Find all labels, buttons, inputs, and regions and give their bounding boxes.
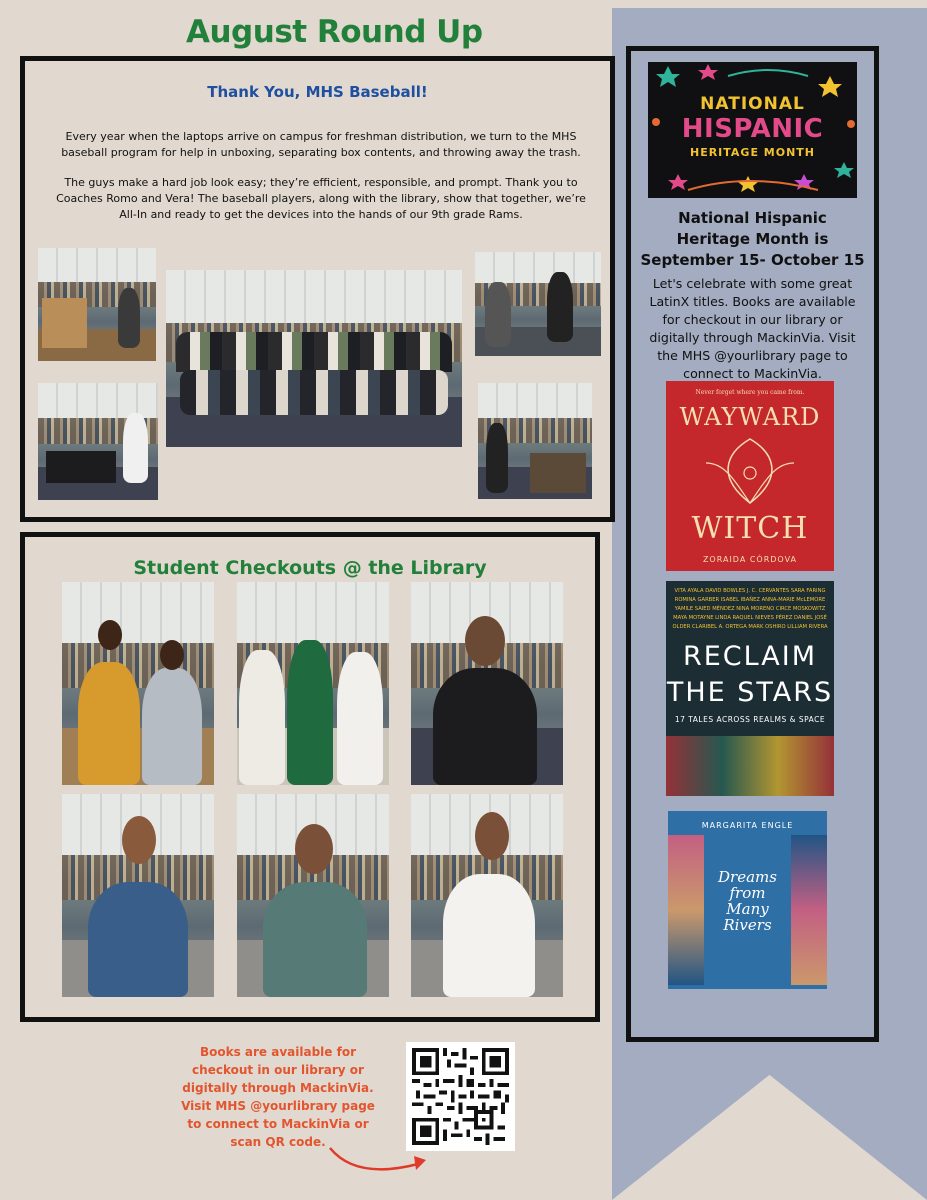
checkouts-heading: Student Checkouts @ the Library	[133, 557, 487, 579]
team-front-row	[180, 370, 448, 415]
book-illustration	[666, 736, 834, 796]
baseball-photo-computers	[38, 383, 158, 500]
baseball-text	[47, 129, 595, 223]
qr-instructions: Books are available for checkout in our library or digitally through MackinVia. Visit MHS @yourlibrary page to connect to MackinVia or scan QR code.	[181, 1045, 375, 1149]
boxes	[42, 298, 87, 348]
student	[263, 882, 367, 997]
book-subtitle: 17 TALES ACROSS REALMS & SPACE	[674, 715, 826, 724]
baseball-photo-sorting	[478, 383, 592, 499]
checkout-photo-6	[411, 794, 563, 997]
book-title-line-1: RECLAIM	[682, 641, 818, 672]
baseball-photo-carts	[475, 252, 601, 356]
hispanic-heritage-heading: National Hispanic Heritage Month is September 15- October 15	[640, 209, 865, 269]
student-head	[122, 816, 156, 864]
baseball-heading: Thank You, MHS Baseball!	[207, 83, 428, 101]
student-head	[98, 620, 122, 650]
student	[337, 652, 383, 785]
banner-line-1: NATIONAL	[700, 94, 805, 114]
student	[433, 668, 537, 785]
book-cover-dreams-from-many-rivers[interactable]	[668, 811, 827, 989]
person	[547, 272, 573, 342]
student	[88, 882, 188, 997]
student-head	[160, 640, 184, 670]
book-author: MARGARITA ENGLE	[701, 821, 794, 830]
student-head	[465, 616, 505, 666]
page-title: August Round Up	[186, 14, 483, 50]
computer-monitors	[46, 451, 116, 483]
book-title: Dreams from Many Rivers	[718, 868, 777, 934]
baseball-paragraph-2: The guys make a hard job look easy; they’re efficient, responsible, and prompt. Thank you to Coaches Romo and Vera! The baseball players, along with the library, show that together, we’re All-In and ready to get the devices into the hands of our 9th grade Rams.	[56, 176, 586, 221]
banner-line-2: HISPANIC	[681, 114, 824, 144]
student-head	[295, 824, 333, 874]
checkout-photo-1	[62, 582, 214, 785]
mackinvia-qr-code[interactable]	[406, 1042, 515, 1151]
team-back-row	[176, 332, 452, 372]
checkout-photo-2	[237, 582, 389, 785]
book-tagline: Never forget where you came from.	[695, 389, 805, 396]
book-author: ZORAIDA CÓRDOVA	[702, 555, 798, 564]
person	[485, 282, 511, 347]
qr-code-icon	[412, 1048, 509, 1145]
banner-line-3: HERITAGE MONTH	[689, 146, 816, 159]
table	[530, 453, 586, 493]
hispanic-heritage-text: Let's celebrate with some great LatinX titles. Books are available for checkout in our library or digitally through MackinVia. Visit the MHS @yourlibrary page to connect to MackinVia.	[649, 276, 856, 381]
baseball-team-photo	[166, 270, 462, 447]
book-title-line-1: WAYWARD	[679, 403, 821, 431]
checkout-photo-5	[237, 794, 389, 997]
flower-icon	[666, 433, 834, 513]
checkout-photo-3	[411, 582, 563, 785]
person	[486, 423, 508, 493]
book-illustration	[668, 835, 704, 985]
student	[142, 668, 202, 785]
student	[78, 662, 140, 785]
person	[118, 288, 140, 348]
book-cover-reclaim-the-stars[interactable]	[666, 581, 834, 796]
student	[443, 874, 535, 997]
book-title-line-2: THE STARS	[666, 677, 834, 708]
baseball-paragraph-1: Every year when the laptops arrive on campus for freshman distribution, we turn to the MHS baseball program for help in unboxing, separating box contents, and throwing away the trash.	[61, 130, 581, 159]
red-arrow-icon	[326, 1142, 436, 1182]
book-cover-wayward-witch[interactable]	[666, 381, 834, 571]
hispanic-heritage-banner	[648, 62, 857, 198]
book-authors: VITA AYALA DAVID BOWLES J. C. CERVANTES SARA FARING ROMINA GARBER ISABEL IBAÑEZ ANNA-MARIE McLEMORE YAMILE SAIED MÉNDEZ NINA MORENO CIRCE MOSKOWITZ MAYA MOTAYNE LINDA RAQUEL NIEVES PÉREZ DANIEL JOSÉ OLDER CLARIBEL A. ORTEGA MARK OSHIRO LILLIAM RIVERA	[672, 588, 828, 630]
student	[287, 640, 333, 785]
person	[123, 413, 148, 483]
book-illustration	[791, 835, 827, 985]
checkout-photo-4	[62, 794, 214, 997]
student-head	[475, 812, 509, 860]
baseball-photo-unboxing	[38, 248, 156, 361]
student	[239, 650, 285, 785]
book-title-line-2: WITCH	[691, 511, 809, 546]
